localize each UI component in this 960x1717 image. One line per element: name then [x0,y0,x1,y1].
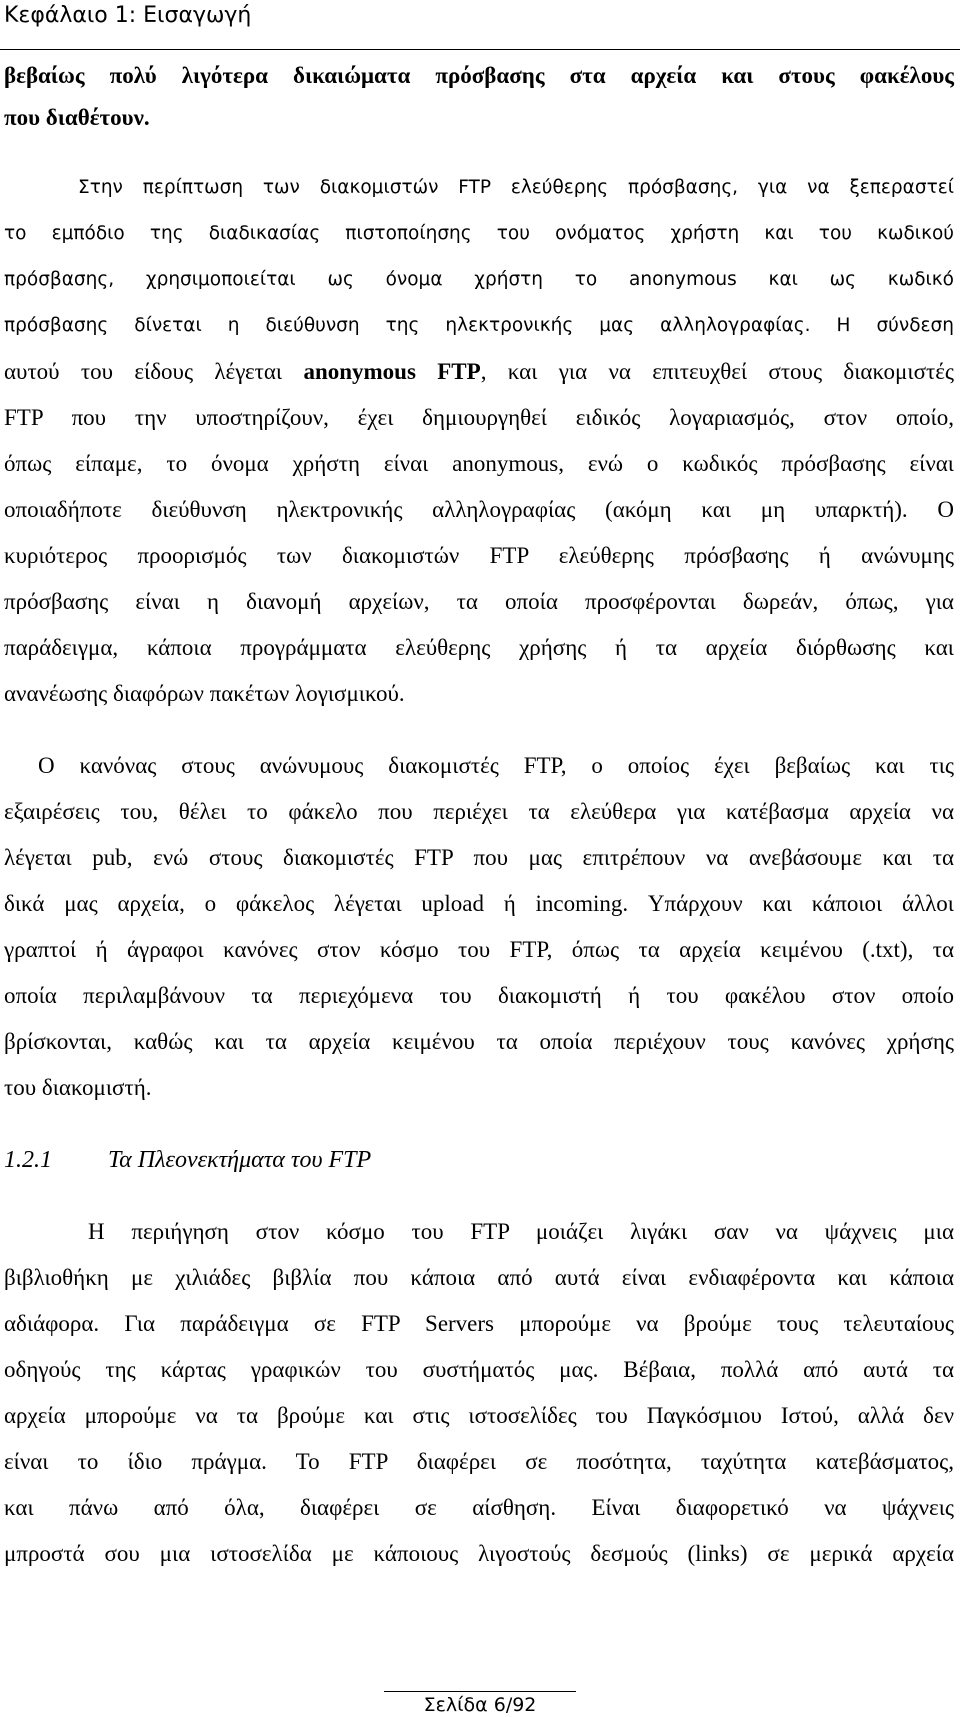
paragraph-line: βεβαίως πολύ λιγότερα δικαιώματα πρόσβασης στα αρχεία και στους φακέλους [4,63,954,88]
text-run: , και για να επιτευχθεί στους διακομιστές [480,359,954,384]
paragraph-line: δικά μας αρχεία, ο φάκελος λέγεται upload ή incoming. Υπάρχουν και κάποιοι άλλοι [4,891,954,916]
section-number: 1.2.1 [4,1147,52,1173]
paragraph-line: οποία περιλαμβάνουν τα περιεχόμενα του διακομιστή ή του φακέλου στον οποίο [4,983,954,1008]
paragraph-line: του διακομιστή. [4,1075,152,1100]
paragraph-line: παράδειγμα, κάποια προγράμματα ελεύθερης χρήσης ή τα αρχεία διόρθωσης και [4,635,954,660]
paragraph-line: λέγεται pub, ενώ στους διακομιστές FTP που μας επιτρέπουν να ανεβάσουμε και τα [4,845,954,870]
paragraph-line: βρίσκονται, καθώς και τα αρχεία κειμένου τα οποία περιέχουν τους κανόνες χρήσης [4,1029,954,1054]
paragraph-line: εξαιρέσεις του, θέλει το φάκελο που περιέχει τα ελεύθερα για κατέβασμα αρχεία να [4,799,954,824]
section-title: Τα Πλεονεκτήματα του FTP [108,1147,372,1173]
paragraph-line: πρόσβασης δίνεται η διεύθυνση της ηλεκτρονικής μας αλληλογραφίας. Η σύνδεση [4,315,954,336]
paragraph-line: Ο κανόνας στους ανώνυμους διακομιστές FTP, ο οποίος έχει βεβαίως και τις [38,753,954,778]
paragraph-line: πρόσβασης, χρησιμοποιείται ως όνομα χρήστη το anonymous και ως κωδικό [4,269,954,290]
paragraph-line: βιβλιοθήκη με χιλιάδες βιβλία που κάποια από αυτά είναι ενδιαφέροντα και κάποια [4,1265,954,1290]
chapter-title: Κεφάλαιο 1: Εισαγωγή [4,3,252,28]
paragraph-line: όπως είπαμε, το όνομα χρήστη είναι anonymous, ενώ ο κωδικός πρόσβασης είναι [4,451,954,476]
text-run: αυτού του είδους λέγεται [4,359,304,384]
paragraph-line: πρόσβασης είναι η διανομή αρχείων, τα οποία προσφέρονται δωρεάν, όπως, για [4,589,954,614]
page-footer [0,1691,960,1717]
paragraph-line: γραπτοί ή άγραφοι κανόνες στον κόσμο του FTP, όπως τα αρχεία κειμένου (.txt), τα [4,937,954,962]
paragraph-line: Στην περίπτωση των διακομιστών FTP ελεύθερης πρόσβασης, για να ξεπεραστεί [78,177,954,198]
paragraph-line: και πάνω από όλα, διαφέρει σε αίσθηση. Είναι διαφορετικό να ψάχνεις [4,1495,954,1520]
footer-rule [384,1691,576,1692]
paragraph-line: είναι το ίδιο πράγμα. Το FTP διαφέρει σε ποσότητα, ταχύτητα κατεβάσματος, [4,1449,954,1474]
section-heading [4,1140,954,1180]
paragraph-line: το εμπόδιο της διαδικασίας πιστοποίησης του ονόματος χρήστη και του κωδικού [4,223,954,244]
paragraph-line: αδιάφορα. Για παράδειγμα σε FTP Servers μπορούμε να βρούμε τους τελευταίους [4,1311,954,1336]
paragraph-line: ανανέωσης διαφόρων πακέτων λογισμικού. [4,681,405,706]
paragraph-line: αρχεία μπορούμε να τα βρούμε και στις ιστοσελίδες του Παγκόσμιου Ιστού, αλλά δεν [4,1403,954,1428]
anonymous-ftp-term: anonymous FTP [303,359,481,384]
paragraph-line: Η περιήγηση στον κόσμο του FTP μοιάζει λιγάκι σαν να ψάχνεις μια [88,1219,954,1244]
paragraph-line: κυριότερος προορισμός των διακομιστών FTP ελεύθερης πρόσβασης ή ανώνυμης [4,543,954,568]
paragraph-line: οδηγούς της κάρτας γραφικών του συστήματός μας. Βέβαια, πολλά από αυτά τα [4,1357,954,1382]
chapter-header [0,0,960,50]
paragraph-line [4,352,954,392]
paragraph-line: που διαθέτουν. [4,105,150,130]
paragraph-line: FTP που την υποστηρίζουν, έχει δημιουργηθεί ειδικός λογαριασμός, στον οποίο, [4,405,954,430]
page-number: Σελίδα 6/92 [423,1694,537,1716]
paragraph-line: οποιαδήποτε διεύθυνση ηλεκτρονικής αλληλογραφίας (ακόμη και μη υπαρκτή). Ο [4,497,954,522]
paragraph-line: μπροστά σου μια ιστοσελίδα με κάποιους λιγοστούς δεσμούς (links) σε μερικά αρχεία [4,1541,954,1566]
